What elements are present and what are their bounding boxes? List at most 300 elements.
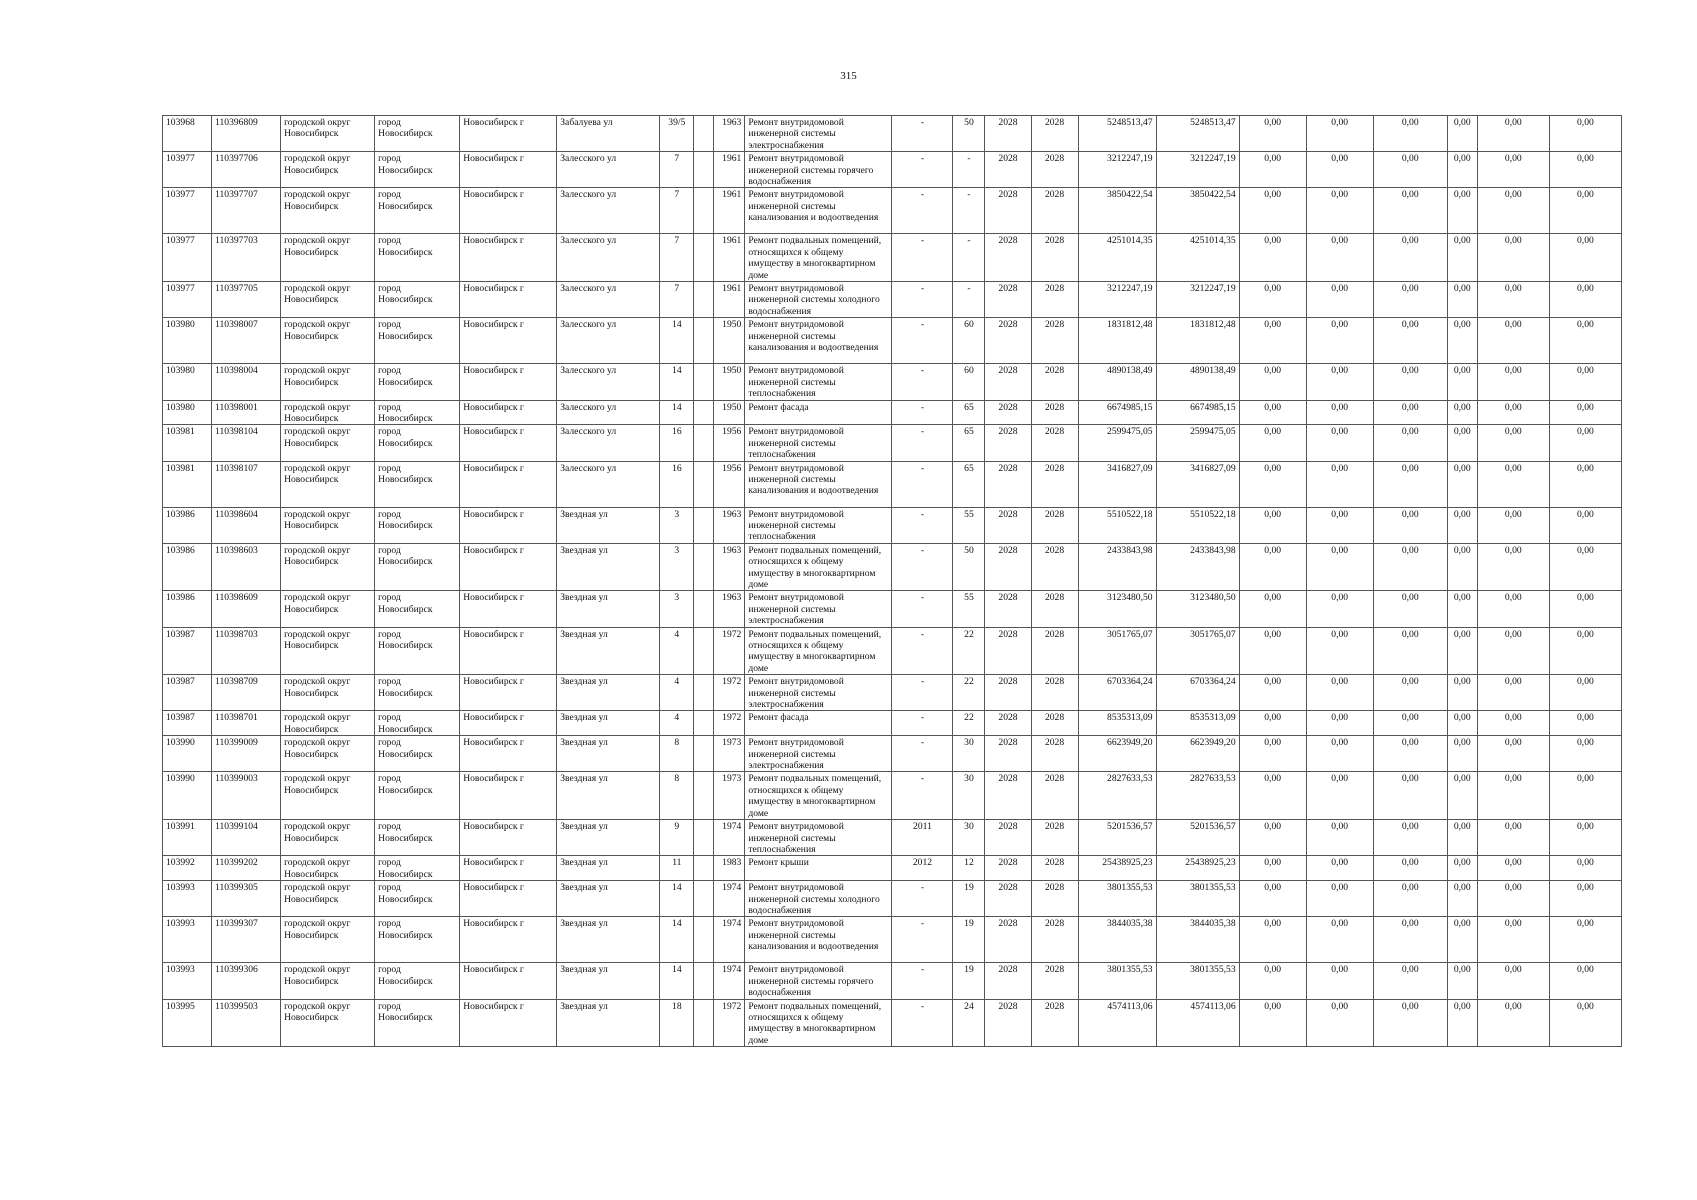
house-id-cell: 103980 bbox=[163, 318, 212, 364]
settlement-cell: город Новосибирск bbox=[375, 400, 460, 425]
locality-cell: Новосибирск г bbox=[460, 917, 557, 963]
other-funds-cell: 0,00 bbox=[1477, 736, 1549, 772]
building-cell bbox=[694, 400, 714, 425]
last-repair-year-cell: 2011 bbox=[892, 820, 953, 856]
house-number-cell: 14 bbox=[660, 318, 694, 364]
owner-funds-cell: 0,00 bbox=[1447, 318, 1477, 364]
work-id-cell: 110399202 bbox=[212, 856, 281, 881]
house-id-cell: 103993 bbox=[163, 963, 212, 999]
locality-cell: Новосибирск г bbox=[460, 188, 557, 234]
work-id-cell: 110397705 bbox=[212, 282, 281, 318]
page-number: 315 bbox=[840, 70, 857, 82]
year-built-cell: 1963 bbox=[714, 507, 745, 543]
last-repair-year-cell: - bbox=[892, 461, 953, 507]
other-funds-cell: 0,00 bbox=[1477, 318, 1549, 364]
regional-funds-cell: 0,00 bbox=[1306, 152, 1373, 188]
plan-year-end-cell: 2028 bbox=[1031, 999, 1078, 1047]
local-funds-cell: 0,00 bbox=[1373, 736, 1447, 772]
house-number-cell: 3 bbox=[660, 543, 694, 591]
last-repair-year-cell: - bbox=[892, 627, 953, 675]
building-cell bbox=[694, 736, 714, 772]
year-built-cell: 1973 bbox=[714, 736, 745, 772]
locality-cell: Новосибирск г bbox=[460, 736, 557, 772]
plan-year-start-cell: 2028 bbox=[985, 675, 1031, 711]
fund-cost-cell: 25438925,23 bbox=[1156, 856, 1239, 881]
house-number-cell: 18 bbox=[660, 999, 694, 1047]
extra-funds-cell: 0,00 bbox=[1549, 318, 1621, 364]
last-repair-year-cell: - bbox=[892, 736, 953, 772]
plan-year-end-cell: 2028 bbox=[1031, 318, 1078, 364]
street-cell: Звездная ул bbox=[557, 881, 660, 917]
last-repair-year-cell: - bbox=[892, 999, 953, 1047]
regional-funds-cell: 0,00 bbox=[1306, 425, 1373, 461]
federal-funds-cell: 0,00 bbox=[1239, 234, 1306, 282]
other-funds-cell: 0,00 bbox=[1477, 188, 1549, 234]
federal-funds-cell: 0,00 bbox=[1239, 425, 1306, 461]
owner-funds-cell: 0,00 bbox=[1447, 400, 1477, 425]
building-cell bbox=[694, 772, 714, 820]
local-funds-cell: 0,00 bbox=[1373, 675, 1447, 711]
last-repair-year-cell: - bbox=[892, 543, 953, 591]
total-cost-cell: 2599475,05 bbox=[1078, 425, 1156, 461]
municipal-district-cell: городской округ Новосибирск bbox=[281, 400, 375, 425]
owner-funds-cell: 0,00 bbox=[1447, 234, 1477, 282]
work-id-cell: 110398701 bbox=[212, 711, 281, 736]
house-number-cell: 8 bbox=[660, 772, 694, 820]
wear-percent-cell: 60 bbox=[953, 364, 985, 400]
last-repair-year-cell: - bbox=[892, 425, 953, 461]
table-row bbox=[163, 963, 1622, 999]
settlement-cell: город Новосибирск bbox=[375, 917, 460, 963]
other-funds-cell: 0,00 bbox=[1477, 152, 1549, 188]
municipal-district-cell: городской округ Новосибирск bbox=[281, 999, 375, 1047]
work-type-cell: Ремонт внутридомовой инженерной системы теплоснабжения bbox=[745, 820, 892, 856]
settlement-cell: город Новосибирск bbox=[375, 152, 460, 188]
owner-funds-cell: 0,00 bbox=[1447, 507, 1477, 543]
work-type-cell: Ремонт внутридомовой инженерной системы холодного водоснабжения bbox=[745, 282, 892, 318]
extra-funds-cell: 0,00 bbox=[1549, 152, 1621, 188]
plan-year-start-cell: 2028 bbox=[985, 736, 1031, 772]
owner-funds-cell: 0,00 bbox=[1447, 627, 1477, 675]
table-row bbox=[163, 999, 1622, 1047]
regional-funds-cell: 0,00 bbox=[1306, 116, 1373, 152]
federal-funds-cell: 0,00 bbox=[1239, 282, 1306, 318]
fund-cost-cell: 8535313,09 bbox=[1156, 711, 1239, 736]
total-cost-cell: 4574113,06 bbox=[1078, 999, 1156, 1047]
building-cell bbox=[694, 627, 714, 675]
settlement-cell: город Новосибирск bbox=[375, 736, 460, 772]
work-id-cell: 110399009 bbox=[212, 736, 281, 772]
plan-year-start-cell: 2028 bbox=[985, 591, 1031, 627]
total-cost-cell: 3051765,07 bbox=[1078, 627, 1156, 675]
federal-funds-cell: 0,00 bbox=[1239, 675, 1306, 711]
year-built-cell: 1963 bbox=[714, 116, 745, 152]
street-cell: Звездная ул bbox=[557, 591, 660, 627]
local-funds-cell: 0,00 bbox=[1373, 152, 1447, 188]
plan-year-end-cell: 2028 bbox=[1031, 116, 1078, 152]
wear-percent-cell: 19 bbox=[953, 963, 985, 999]
owner-funds-cell: 0,00 bbox=[1447, 543, 1477, 591]
year-built-cell: 1950 bbox=[714, 400, 745, 425]
last-repair-year-cell: - bbox=[892, 282, 953, 318]
house-id-cell: 103986 bbox=[163, 591, 212, 627]
owner-funds-cell: 0,00 bbox=[1447, 963, 1477, 999]
other-funds-cell: 0,00 bbox=[1477, 820, 1549, 856]
table-row bbox=[163, 736, 1622, 772]
street-cell: Залесского ул bbox=[557, 425, 660, 461]
extra-funds-cell: 0,00 bbox=[1549, 627, 1621, 675]
year-built-cell: 1983 bbox=[714, 856, 745, 881]
work-id-cell: 110398703 bbox=[212, 627, 281, 675]
plan-year-end-cell: 2028 bbox=[1031, 627, 1078, 675]
plan-year-end-cell: 2028 bbox=[1031, 425, 1078, 461]
house-id-cell: 103977 bbox=[163, 188, 212, 234]
work-type-cell: Ремонт внутридомовой инженерной системы электроснабжения bbox=[745, 591, 892, 627]
settlement-cell: город Новосибирск bbox=[375, 543, 460, 591]
local-funds-cell: 0,00 bbox=[1373, 856, 1447, 881]
house-id-cell: 103987 bbox=[163, 627, 212, 675]
local-funds-cell: 0,00 bbox=[1373, 507, 1447, 543]
work-type-cell: Ремонт подвальных помещений, относящихся к общему имуществу в многоквартирном доме bbox=[745, 772, 892, 820]
building-cell bbox=[694, 364, 714, 400]
wear-percent-cell: 65 bbox=[953, 461, 985, 507]
house-number-cell: 7 bbox=[660, 234, 694, 282]
house-number-cell: 11 bbox=[660, 856, 694, 881]
other-funds-cell: 0,00 bbox=[1477, 999, 1549, 1047]
plan-year-end-cell: 2028 bbox=[1031, 917, 1078, 963]
house-id-cell: 103980 bbox=[163, 364, 212, 400]
settlement-cell: город Новосибирск bbox=[375, 461, 460, 507]
municipal-district-cell: городской округ Новосибирск bbox=[281, 318, 375, 364]
house-id-cell: 103977 bbox=[163, 152, 212, 188]
work-type-cell: Ремонт фасада bbox=[745, 711, 892, 736]
plan-year-end-cell: 2028 bbox=[1031, 856, 1078, 881]
regional-funds-cell: 0,00 bbox=[1306, 543, 1373, 591]
federal-funds-cell: 0,00 bbox=[1239, 627, 1306, 675]
plan-year-start-cell: 2028 bbox=[985, 318, 1031, 364]
local-funds-cell: 0,00 bbox=[1373, 627, 1447, 675]
building-cell bbox=[694, 188, 714, 234]
plan-year-end-cell: 2028 bbox=[1031, 282, 1078, 318]
fund-cost-cell: 3051765,07 bbox=[1156, 627, 1239, 675]
federal-funds-cell: 0,00 bbox=[1239, 820, 1306, 856]
table-row bbox=[163, 675, 1622, 711]
street-cell: Звездная ул bbox=[557, 820, 660, 856]
year-built-cell: 1972 bbox=[714, 711, 745, 736]
total-cost-cell: 3212247,19 bbox=[1078, 152, 1156, 188]
street-cell: Залесского ул bbox=[557, 400, 660, 425]
year-built-cell: 1961 bbox=[714, 152, 745, 188]
plan-year-end-cell: 2028 bbox=[1031, 963, 1078, 999]
work-id-cell: 110398609 bbox=[212, 591, 281, 627]
municipal-district-cell: городской округ Новосибирск bbox=[281, 188, 375, 234]
year-built-cell: 1963 bbox=[714, 591, 745, 627]
last-repair-year-cell: - bbox=[892, 364, 953, 400]
federal-funds-cell: 0,00 bbox=[1239, 116, 1306, 152]
house-number-cell: 14 bbox=[660, 400, 694, 425]
house-number-cell: 4 bbox=[660, 675, 694, 711]
year-built-cell: 1974 bbox=[714, 881, 745, 917]
total-cost-cell: 2827633,53 bbox=[1078, 772, 1156, 820]
total-cost-cell: 6674985,15 bbox=[1078, 400, 1156, 425]
fund-cost-cell: 3212247,19 bbox=[1156, 152, 1239, 188]
municipal-district-cell: городской округ Новосибирск bbox=[281, 461, 375, 507]
last-repair-year-cell: - bbox=[892, 711, 953, 736]
municipal-district-cell: городской округ Новосибирск bbox=[281, 772, 375, 820]
regional-funds-cell: 0,00 bbox=[1306, 400, 1373, 425]
owner-funds-cell: 0,00 bbox=[1447, 772, 1477, 820]
other-funds-cell: 0,00 bbox=[1477, 461, 1549, 507]
wear-percent-cell: 12 bbox=[953, 856, 985, 881]
table-row bbox=[163, 856, 1622, 881]
building-cell bbox=[694, 425, 714, 461]
locality-cell: Новосибирск г bbox=[460, 234, 557, 282]
extra-funds-cell: 0,00 bbox=[1549, 400, 1621, 425]
street-cell: Звездная ул bbox=[557, 711, 660, 736]
registry-body bbox=[163, 116, 1622, 1047]
local-funds-cell: 0,00 bbox=[1373, 188, 1447, 234]
work-id-cell: 110398001 bbox=[212, 400, 281, 425]
street-cell: Звездная ул bbox=[557, 917, 660, 963]
settlement-cell: город Новосибирск bbox=[375, 711, 460, 736]
work-type-cell: Ремонт внутридомовой инженерной системы канализования и водоотведения bbox=[745, 917, 892, 963]
fund-cost-cell: 3850422,54 bbox=[1156, 188, 1239, 234]
street-cell: Звездная ул bbox=[557, 772, 660, 820]
settlement-cell: город Новосибирск bbox=[375, 282, 460, 318]
extra-funds-cell: 0,00 bbox=[1549, 820, 1621, 856]
locality-cell: Новосибирск г bbox=[460, 856, 557, 881]
house-number-cell: 9 bbox=[660, 820, 694, 856]
house-number-cell: 14 bbox=[660, 881, 694, 917]
municipal-district-cell: городской округ Новосибирск bbox=[281, 856, 375, 881]
municipal-district-cell: городской округ Новосибирск bbox=[281, 736, 375, 772]
locality-cell: Новосибирск г bbox=[460, 116, 557, 152]
fund-cost-cell: 6703364,24 bbox=[1156, 675, 1239, 711]
plan-year-end-cell: 2028 bbox=[1031, 234, 1078, 282]
plan-year-end-cell: 2028 bbox=[1031, 543, 1078, 591]
work-type-cell: Ремонт внутридомовой инженерной системы канализования и водоотведения bbox=[745, 318, 892, 364]
settlement-cell: город Новосибирск bbox=[375, 364, 460, 400]
work-id-cell: 110399003 bbox=[212, 772, 281, 820]
total-cost-cell: 3416827,09 bbox=[1078, 461, 1156, 507]
extra-funds-cell: 0,00 bbox=[1549, 543, 1621, 591]
plan-year-end-cell: 2028 bbox=[1031, 711, 1078, 736]
building-cell bbox=[694, 507, 714, 543]
house-id-cell: 103993 bbox=[163, 917, 212, 963]
work-id-cell: 110398004 bbox=[212, 364, 281, 400]
house-id-cell: 103990 bbox=[163, 736, 212, 772]
year-built-cell: 1973 bbox=[714, 772, 745, 820]
house-number-cell: 7 bbox=[660, 152, 694, 188]
regional-funds-cell: 0,00 bbox=[1306, 881, 1373, 917]
plan-year-start-cell: 2028 bbox=[985, 917, 1031, 963]
federal-funds-cell: 0,00 bbox=[1239, 364, 1306, 400]
wear-percent-cell: 65 bbox=[953, 400, 985, 425]
other-funds-cell: 0,00 bbox=[1477, 881, 1549, 917]
street-cell: Звездная ул bbox=[557, 507, 660, 543]
regional-funds-cell: 0,00 bbox=[1306, 282, 1373, 318]
house-number-cell: 4 bbox=[660, 711, 694, 736]
fund-cost-cell: 3801355,53 bbox=[1156, 963, 1239, 999]
local-funds-cell: 0,00 bbox=[1373, 881, 1447, 917]
work-id-cell: 110399503 bbox=[212, 999, 281, 1047]
house-id-cell: 103987 bbox=[163, 711, 212, 736]
year-built-cell: 1972 bbox=[714, 999, 745, 1047]
regional-funds-cell: 0,00 bbox=[1306, 507, 1373, 543]
municipal-district-cell: городской округ Новосибирск bbox=[281, 675, 375, 711]
table-row bbox=[163, 188, 1622, 234]
municipal-district-cell: городской округ Новосибирск bbox=[281, 881, 375, 917]
house-number-cell: 3 bbox=[660, 591, 694, 627]
plan-year-end-cell: 2028 bbox=[1031, 152, 1078, 188]
extra-funds-cell: 0,00 bbox=[1549, 425, 1621, 461]
local-funds-cell: 0,00 bbox=[1373, 282, 1447, 318]
house-number-cell: 8 bbox=[660, 736, 694, 772]
table-row bbox=[163, 425, 1622, 461]
year-built-cell: 1972 bbox=[714, 675, 745, 711]
local-funds-cell: 0,00 bbox=[1373, 917, 1447, 963]
total-cost-cell: 3844035,38 bbox=[1078, 917, 1156, 963]
table-row bbox=[163, 116, 1622, 152]
owner-funds-cell: 0,00 bbox=[1447, 820, 1477, 856]
regional-funds-cell: 0,00 bbox=[1306, 627, 1373, 675]
work-type-cell: Ремонт внутридомовой инженерной системы теплоснабжения bbox=[745, 425, 892, 461]
locality-cell: Новосибирск г bbox=[460, 820, 557, 856]
work-id-cell: 110397703 bbox=[212, 234, 281, 282]
total-cost-cell: 4890138,49 bbox=[1078, 364, 1156, 400]
last-repair-year-cell: - bbox=[892, 881, 953, 917]
other-funds-cell: 0,00 bbox=[1477, 116, 1549, 152]
total-cost-cell: 3123480,50 bbox=[1078, 591, 1156, 627]
owner-funds-cell: 0,00 bbox=[1447, 425, 1477, 461]
street-cell: Залесского ул bbox=[557, 234, 660, 282]
street-cell: Звездная ул bbox=[557, 543, 660, 591]
regional-funds-cell: 0,00 bbox=[1306, 820, 1373, 856]
total-cost-cell: 3850422,54 bbox=[1078, 188, 1156, 234]
fund-cost-cell: 5201536,57 bbox=[1156, 820, 1239, 856]
last-repair-year-cell: - bbox=[892, 318, 953, 364]
building-cell bbox=[694, 282, 714, 318]
federal-funds-cell: 0,00 bbox=[1239, 999, 1306, 1047]
regional-funds-cell: 0,00 bbox=[1306, 736, 1373, 772]
local-funds-cell: 0,00 bbox=[1373, 543, 1447, 591]
building-cell bbox=[694, 917, 714, 963]
wear-percent-cell: - bbox=[953, 152, 985, 188]
extra-funds-cell: 0,00 bbox=[1549, 234, 1621, 282]
local-funds-cell: 0,00 bbox=[1373, 364, 1447, 400]
last-repair-year-cell: - bbox=[892, 675, 953, 711]
extra-funds-cell: 0,00 bbox=[1549, 881, 1621, 917]
plan-year-start-cell: 2028 bbox=[985, 188, 1031, 234]
building-cell bbox=[694, 856, 714, 881]
plan-year-end-cell: 2028 bbox=[1031, 591, 1078, 627]
year-built-cell: 1972 bbox=[714, 627, 745, 675]
house-id-cell: 103986 bbox=[163, 543, 212, 591]
plan-year-start-cell: 2028 bbox=[985, 461, 1031, 507]
house-id-cell: 103977 bbox=[163, 234, 212, 282]
regional-funds-cell: 0,00 bbox=[1306, 234, 1373, 282]
locality-cell: Новосибирск г bbox=[460, 461, 557, 507]
fund-cost-cell: 3844035,38 bbox=[1156, 917, 1239, 963]
work-id-cell: 110398104 bbox=[212, 425, 281, 461]
federal-funds-cell: 0,00 bbox=[1239, 318, 1306, 364]
plan-year-start-cell: 2028 bbox=[985, 152, 1031, 188]
table-row bbox=[163, 881, 1622, 917]
building-cell bbox=[694, 999, 714, 1047]
wear-percent-cell: 22 bbox=[953, 711, 985, 736]
street-cell: Звездная ул bbox=[557, 675, 660, 711]
building-cell bbox=[694, 461, 714, 507]
local-funds-cell: 0,00 bbox=[1373, 591, 1447, 627]
federal-funds-cell: 0,00 bbox=[1239, 736, 1306, 772]
municipal-district-cell: городской округ Новосибирск bbox=[281, 425, 375, 461]
wear-percent-cell: 24 bbox=[953, 999, 985, 1047]
locality-cell: Новосибирск г bbox=[460, 152, 557, 188]
plan-year-end-cell: 2028 bbox=[1031, 820, 1078, 856]
regional-funds-cell: 0,00 bbox=[1306, 188, 1373, 234]
work-type-cell: Ремонт фасада bbox=[745, 400, 892, 425]
extra-funds-cell: 0,00 bbox=[1549, 963, 1621, 999]
building-cell bbox=[694, 591, 714, 627]
total-cost-cell: 3801355,53 bbox=[1078, 881, 1156, 917]
street-cell: Звездная ул bbox=[557, 736, 660, 772]
fund-cost-cell: 4890138,49 bbox=[1156, 364, 1239, 400]
federal-funds-cell: 0,00 bbox=[1239, 856, 1306, 881]
fund-cost-cell: 5248513,47 bbox=[1156, 116, 1239, 152]
settlement-cell: город Новосибирск bbox=[375, 963, 460, 999]
settlement-cell: город Новосибирск bbox=[375, 772, 460, 820]
local-funds-cell: 0,00 bbox=[1373, 820, 1447, 856]
local-funds-cell: 0,00 bbox=[1373, 999, 1447, 1047]
street-cell: Звездная ул bbox=[557, 627, 660, 675]
work-type-cell: Ремонт внутридомовой инженерной системы электроснабжения bbox=[745, 675, 892, 711]
fund-cost-cell: 6623949,20 bbox=[1156, 736, 1239, 772]
table-row bbox=[163, 282, 1622, 318]
table-row bbox=[163, 591, 1622, 627]
locality-cell: Новосибирск г bbox=[460, 364, 557, 400]
regional-funds-cell: 0,00 bbox=[1306, 917, 1373, 963]
locality-cell: Новосибирск г bbox=[460, 425, 557, 461]
plan-year-start-cell: 2028 bbox=[985, 425, 1031, 461]
municipal-district-cell: городской округ Новосибирск bbox=[281, 543, 375, 591]
plan-year-start-cell: 2028 bbox=[985, 881, 1031, 917]
plan-year-start-cell: 2028 bbox=[985, 963, 1031, 999]
fund-cost-cell: 6674985,15 bbox=[1156, 400, 1239, 425]
other-funds-cell: 0,00 bbox=[1477, 963, 1549, 999]
total-cost-cell: 8535313,09 bbox=[1078, 711, 1156, 736]
settlement-cell: город Новосибирск bbox=[375, 425, 460, 461]
table-row bbox=[163, 711, 1622, 736]
building-cell bbox=[694, 881, 714, 917]
extra-funds-cell: 0,00 bbox=[1549, 999, 1621, 1047]
regional-funds-cell: 0,00 bbox=[1306, 318, 1373, 364]
wear-percent-cell: - bbox=[953, 234, 985, 282]
last-repair-year-cell: - bbox=[892, 116, 953, 152]
building-cell bbox=[694, 820, 714, 856]
house-number-cell: 16 bbox=[660, 425, 694, 461]
fund-cost-cell: 2433843,98 bbox=[1156, 543, 1239, 591]
year-built-cell: 1956 bbox=[714, 461, 745, 507]
federal-funds-cell: 0,00 bbox=[1239, 507, 1306, 543]
fund-cost-cell: 3416827,09 bbox=[1156, 461, 1239, 507]
building-cell bbox=[694, 543, 714, 591]
last-repair-year-cell: - bbox=[892, 917, 953, 963]
other-funds-cell: 0,00 bbox=[1477, 543, 1549, 591]
extra-funds-cell: 0,00 bbox=[1549, 461, 1621, 507]
wear-percent-cell: 55 bbox=[953, 507, 985, 543]
plan-year-end-cell: 2028 bbox=[1031, 188, 1078, 234]
wear-percent-cell: 50 bbox=[953, 116, 985, 152]
